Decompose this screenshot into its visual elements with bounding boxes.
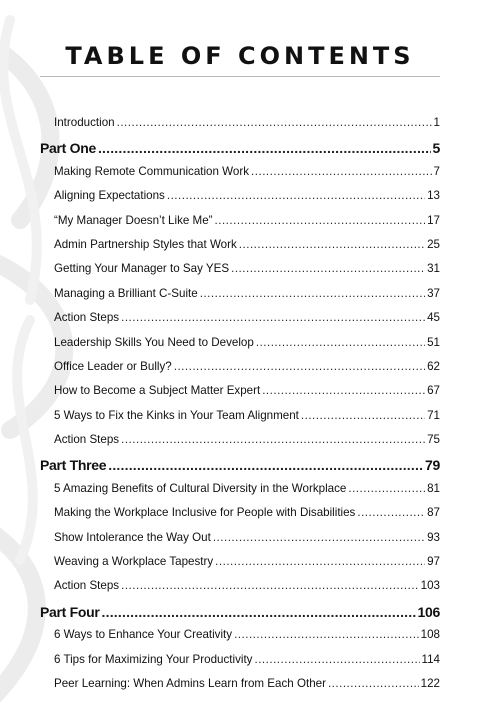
toc-entry-title: “My Manager Doesn’t Like Me” [54,213,213,227]
toc-page-number: 13 [427,189,440,203]
toc-page-number: 25 [427,237,440,251]
toc-leader-dots [108,457,423,473]
toc-page-number: 122 [420,676,440,690]
toc-entry[interactable] [40,287,440,311]
toc-page-number: 71 [427,408,440,422]
toc-page-number: 87 [427,506,440,520]
toc-page-number: 62 [427,359,440,373]
toc-part-entry[interactable] [40,457,440,481]
toc-entry[interactable] [40,677,440,701]
toc-entry[interactable] [40,506,440,530]
toc-entry-title: Peer Learning: When Admins Learn from Each Other [54,676,326,690]
toc-page-number: 79 [425,457,440,474]
toc-entry[interactable] [40,531,440,555]
toc-entry[interactable] [40,238,440,262]
toc-page-number: 5 [432,140,440,157]
toc-part-entry[interactable] [40,604,440,628]
toc-page-number: 37 [427,286,440,300]
toc-entry-title: 6 Tips for Maximizing Your Productivity [54,652,253,666]
toc-entry[interactable] [40,189,440,213]
toc-entry-title: Getting Your Manager to Say YES [54,262,230,276]
toc-entry-title: Action Steps [54,433,120,447]
toc-entry[interactable] [40,555,440,579]
toc-entry-title: Admin Partnership Styles that Work [54,237,237,251]
toc-entry-title: 6 Ways to Enhance Your Creativity [54,628,233,642]
toc-page-number: 75 [427,433,440,447]
toc-leader-dots [254,653,419,666]
toc-entry[interactable] [40,409,440,433]
toc-leader-dots [200,287,425,300]
toc-page-number: 31 [427,262,440,276]
toc-leader-dots [301,409,425,422]
toc-entry-title: Part One [40,140,96,157]
toc-page-number: 114 [421,652,440,666]
table-of-contents [40,116,440,701]
toc-page-number: 51 [427,335,440,349]
toc-entry[interactable] [40,384,440,408]
toc-entry-title: 5 Ways to Fix the Kinks in Your Team Alignment [54,408,299,422]
title-divider [40,76,440,77]
toc-leader-dots [213,531,425,544]
toc-entry-title: Show Intolerance the Way Out [54,530,211,544]
toc-leader-dots [262,384,425,397]
toc-entry-title: Aligning Expectations [54,189,165,203]
toc-entry[interactable] [40,336,440,360]
toc-entry-title: Making the Workplace Inclusive for People with Disabilities [54,506,356,520]
toc-leader-dots [231,262,425,275]
toc-leader-dots [102,604,416,620]
toc-entry-title: Part Three [40,457,107,474]
toc-leader-dots [215,555,425,568]
toc-leader-dots [239,238,425,251]
toc-entry-title: 5 Amazing Benefits of Cultural Diversity in the Workplace [54,481,347,495]
toc-entry-title: Making Remote Communication Work [54,164,250,178]
toc-leader-dots [348,482,425,495]
toc-entry[interactable] [40,628,440,652]
toc-leader-dots [215,214,426,227]
toc-entry[interactable] [40,433,440,457]
toc-entry-title: Leadership Skills You Need to Develop [54,335,254,349]
toc-leader-dots [174,360,425,373]
toc-page-number: 93 [427,530,440,544]
toc-entry[interactable] [40,482,440,506]
toc-entry-title: Introduction [54,116,115,129]
toc-entry-title: Part Four [40,603,100,620]
toc-leader-dots [251,165,432,178]
page-title: TABLE OF CONTENTS [65,42,415,70]
toc-page-number: 7 [433,164,440,178]
toc-page-number: 17 [427,213,440,227]
toc-page-number: 103 [420,579,440,593]
toc-entry-title: Action Steps [54,311,120,325]
toc-entry[interactable] [40,579,440,603]
toc-page-number: 81 [427,481,440,495]
toc-leader-dots [121,579,419,592]
toc-entry[interactable] [40,214,440,238]
toc-leader-dots [98,140,431,156]
toc-leader-dots [121,311,425,324]
toc-page-number: 97 [427,555,440,569]
toc-entry[interactable] [40,653,440,677]
toc-page-number: 45 [427,311,440,325]
toc-page-number: 108 [420,628,440,642]
toc-leader-dots [256,336,425,349]
toc-leader-dots [357,506,425,519]
toc-entry[interactable] [40,165,440,189]
toc-entry[interactable] [40,116,440,140]
toc-entry[interactable] [40,360,440,384]
toc-entry-title: Action Steps [54,579,120,593]
toc-entry[interactable] [40,262,440,286]
toc-leader-dots [234,628,419,641]
toc-page-number: 106 [417,603,440,620]
toc-entry-title: Managing a Brilliant C-Suite [54,286,198,300]
toc-entry-title: Weaving a Workplace Tapestry [54,555,214,569]
toc-entry[interactable] [40,311,440,335]
toc-part-entry[interactable] [40,140,440,164]
toc-page-number: 1 [433,116,440,129]
toc-page-number: 67 [427,384,440,398]
toc-leader-dots [328,677,419,690]
toc-leader-dots [121,433,425,446]
toc-leader-dots [117,116,432,129]
toc-entry-title: How to Become a Subject Matter Expert [54,384,261,398]
toc-entry-title: Office Leader or Bully? [54,359,172,373]
toc-leader-dots [167,189,425,202]
